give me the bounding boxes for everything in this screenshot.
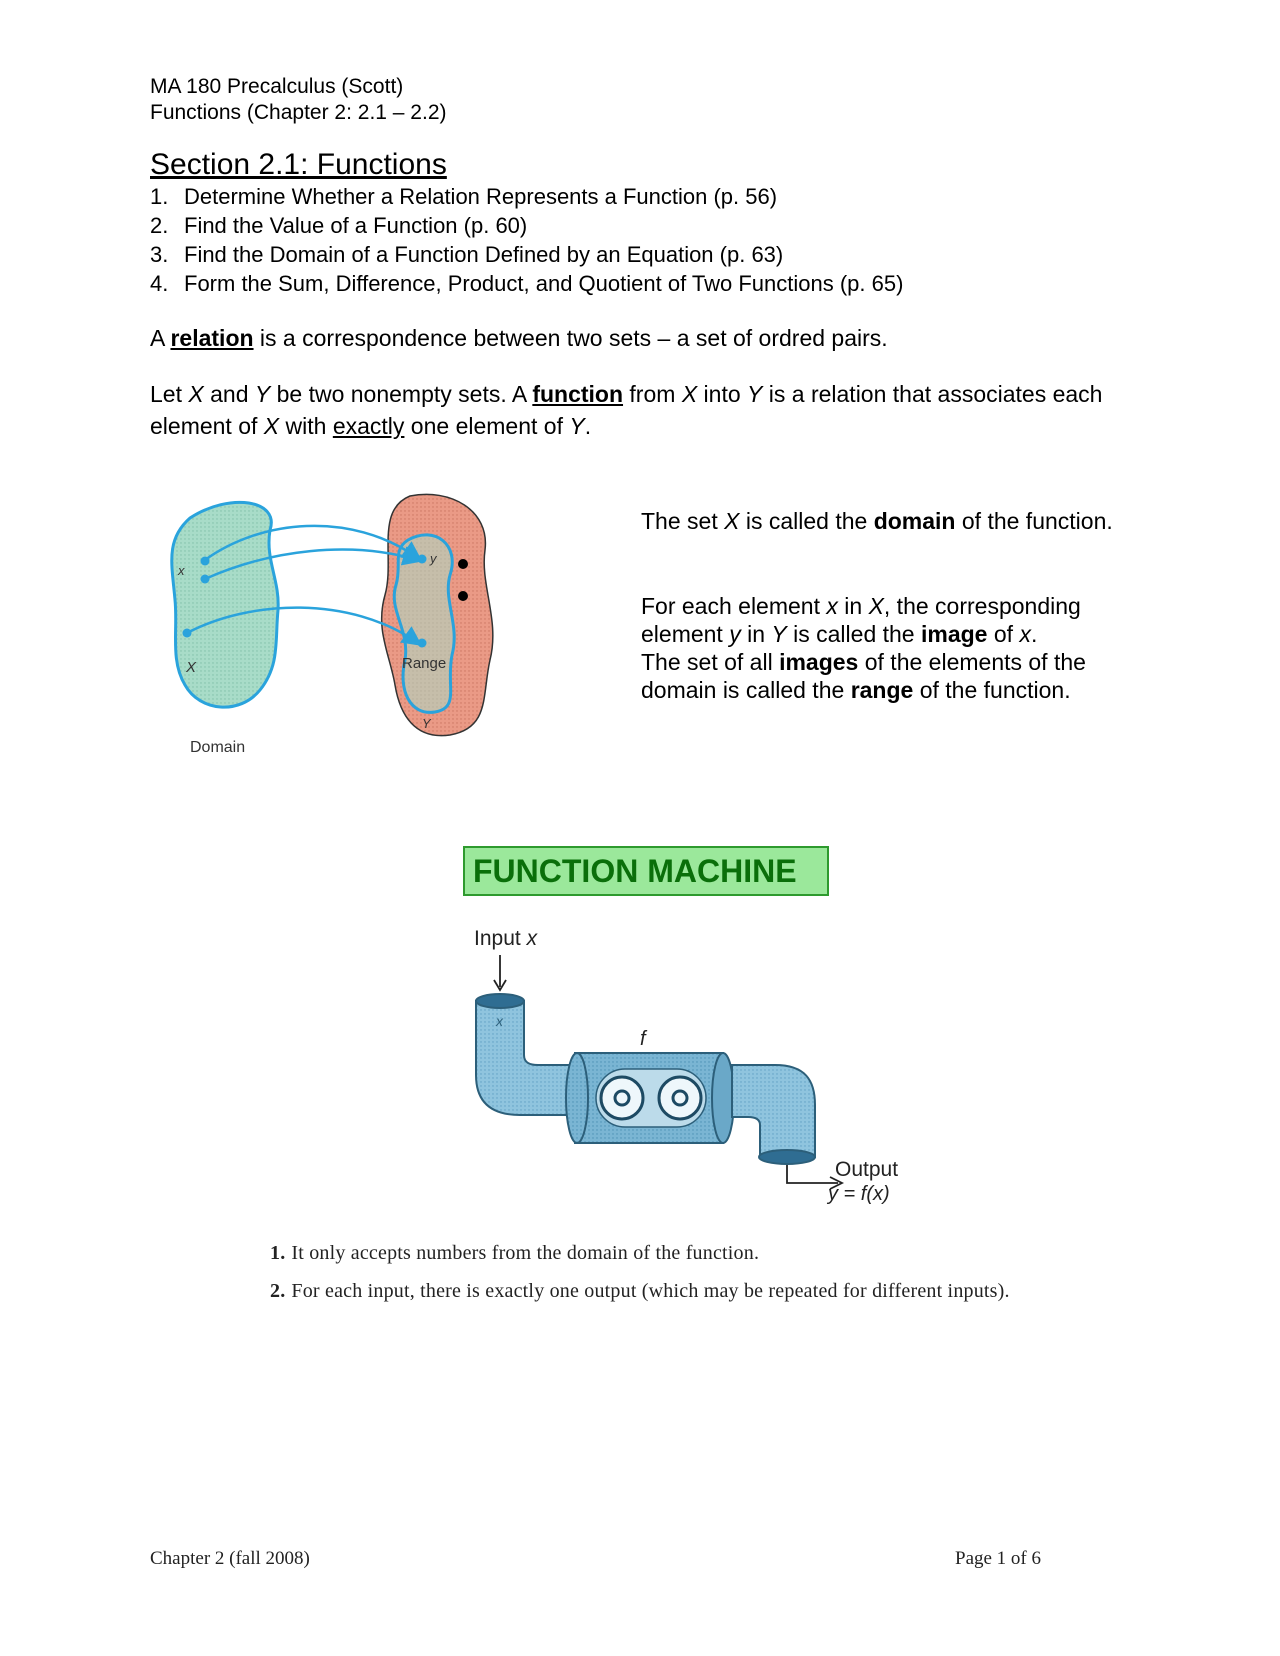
domain-label: Domain bbox=[190, 739, 246, 756]
output-label: Output bbox=[835, 1158, 899, 1181]
section-title: Section 2.1: Functions bbox=[150, 148, 447, 181]
domain-point bbox=[201, 575, 210, 584]
output-arrow bbox=[787, 1165, 838, 1183]
domain-point bbox=[183, 629, 192, 638]
footer-page-number: Page 1 of 6 bbox=[955, 1548, 1042, 1569]
relation-term: relation bbox=[170, 325, 254, 351]
objective-item: 3. Find the Domain of a Function Defined by an Equation (p. 63) bbox=[150, 242, 784, 267]
function-machine-diagram bbox=[460, 925, 920, 1215]
objective-item: 1. Determine Whether a Relation Represents a Function (p. 56) bbox=[150, 184, 778, 209]
y-label: y bbox=[430, 551, 437, 566]
relation-definition: A relation is a correspondence between two sets – a set of ordred pairs. bbox=[150, 325, 888, 351]
domain-point bbox=[201, 557, 210, 566]
machine-gear bbox=[601, 1077, 643, 1119]
objective-item: 4. Form the Sum, Difference, Product, and Quotient of Two Functions (p. 65) bbox=[150, 271, 904, 296]
function-definition: Let X and Y be two nonempty sets. A function from X into Y is a relation that associates each element of X with exactly one element of Y. bbox=[150, 381, 1103, 439]
x-label: x bbox=[178, 563, 185, 578]
Y-label: Y bbox=[422, 716, 431, 731]
machine-rule: 2. For each input, there is exactly one output (which may be repeated for different inputs). bbox=[270, 1280, 1010, 1302]
footer-chapter: Chapter 2 (fall 2008) bbox=[150, 1548, 310, 1569]
output-equation: y = f(x) bbox=[828, 1183, 890, 1205]
codomain-point bbox=[458, 591, 468, 601]
x-tag: x bbox=[496, 1013, 503, 1029]
range-label: Range bbox=[402, 655, 447, 672]
exactly-word: exactly bbox=[332, 413, 405, 439]
domain-explanation: The set X is called the domain of the function. bbox=[641, 508, 1113, 534]
mapping-diagram bbox=[160, 490, 520, 770]
course-header: MA 180 Precalculus (Scott) bbox=[150, 75, 404, 98]
chapter-header: Functions (Chapter 2: 2.1 – 2.2) bbox=[150, 101, 447, 124]
machine-rule: 1. It only accepts numbers from the domain of the function. bbox=[270, 1242, 760, 1264]
range-point bbox=[418, 639, 427, 648]
range-point bbox=[418, 555, 427, 564]
codomain-point bbox=[458, 559, 468, 569]
machine-gear bbox=[659, 1077, 701, 1119]
objective-item: 2. Find the Value of a Function (p. 60) bbox=[150, 213, 528, 238]
image-explanation: For each element x in X, the corresponding element y in Y is called the image of x. The set of all images of the elements of the domain is called the range of the function. bbox=[641, 593, 1086, 703]
input-label: Input x bbox=[474, 927, 538, 950]
function-term: function bbox=[532, 381, 624, 407]
output-pipe bbox=[732, 1065, 815, 1157]
f-tag: f bbox=[640, 1028, 646, 1050]
X-label: X bbox=[186, 659, 197, 676]
function-machine-title: FUNCTION MACHINE bbox=[463, 846, 829, 896]
